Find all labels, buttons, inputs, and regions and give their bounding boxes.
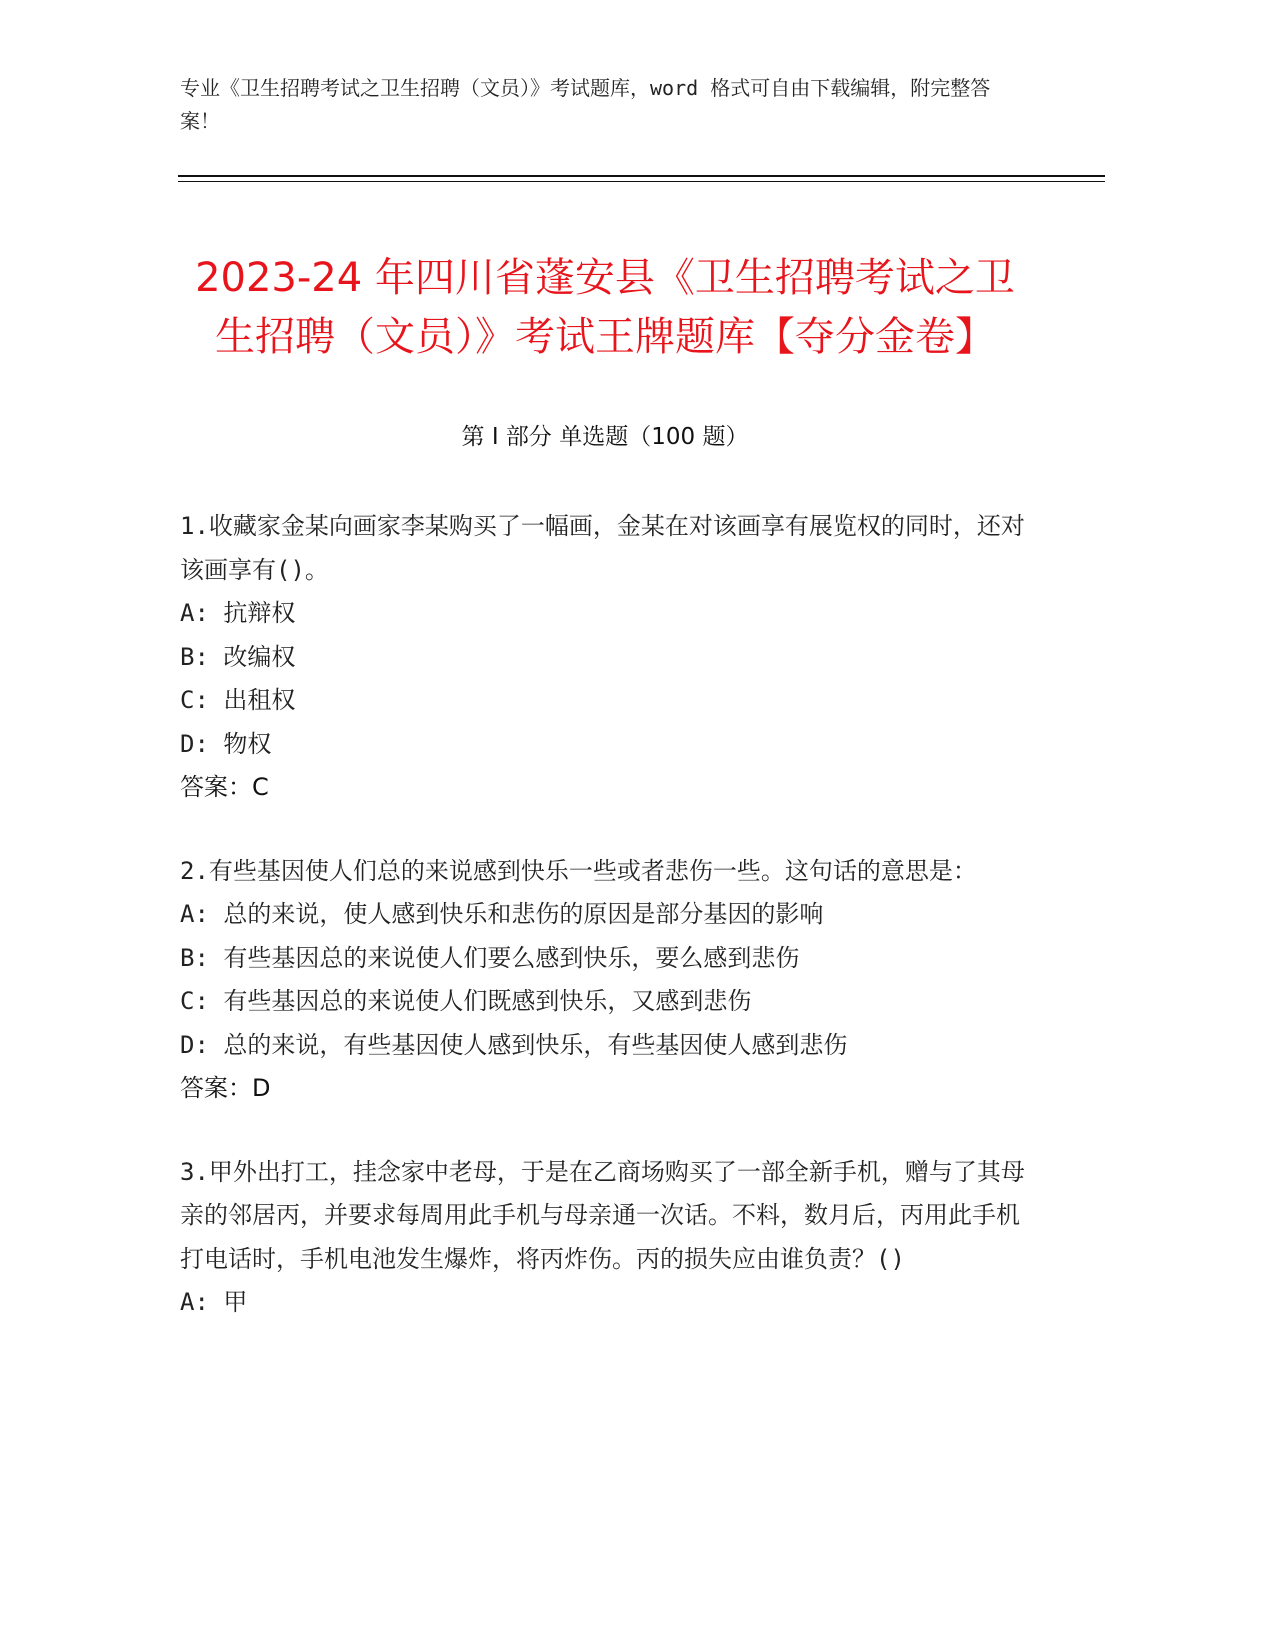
- option-c: C: 有些基因总的来说使人们既感到快乐，又感到悲伤: [180, 987, 752, 1015]
- header-divider: [178, 175, 1105, 177]
- option-a: A: 甲: [180, 1288, 248, 1316]
- option-b: B: 改编权: [180, 642, 296, 671]
- answer: 答案：D: [180, 1074, 271, 1102]
- option-a: A: 抗辩权: [180, 599, 296, 627]
- question-stem: 2.有些基因使人们总的来说感到快乐一些或者悲伤一些。这句话的意思是：: [180, 856, 977, 885]
- header-divider-thin: [178, 181, 1105, 182]
- answer: 答案：C: [180, 773, 269, 801]
- option-c: C: 出租权: [180, 686, 296, 714]
- option-a: A: 总的来说，使人感到快乐和悲伤的原因是部分基因的影响: [180, 900, 824, 928]
- option-b: B: 有些基因总的来说使人们要么感到快乐，要么感到悲伤: [180, 943, 800, 972]
- question-3: [180, 1151, 1030, 1325]
- question-stem: 1.收藏家金某向画家李某购买了一幅画，金某在对该画享有展览权的同时，还对该画享有()。: [180, 512, 1025, 584]
- question-2: [180, 850, 1030, 1111]
- option-d: D: 总的来说，有些基因使人感到快乐，有些基因使人感到悲伤: [180, 1030, 848, 1059]
- intro-note: 专业《卫生招聘考试之卫生招聘（文员）》考试题库，word 格式可自由下载编辑，附完整答案！: [180, 76, 991, 133]
- question-1: [180, 505, 1030, 810]
- question-list: [180, 505, 1030, 1365]
- section-heading: 第 I 部分 单选题（100 题）: [461, 424, 749, 450]
- option-d: D: 物权: [180, 729, 272, 758]
- document-title: 2023-24 年四川省蓬安县《卫生招聘考试之卫生招聘（文员）》考试王牌题库【夺分金卷】: [195, 254, 1015, 360]
- question-stem: 3.甲外出打工，挂念家中老母，于是在乙商场购买了一部全新手机，赠与了其母亲的邻居丙，并要求每周用此手机与母亲通一次话。不料，数月后，丙用此手机打电话时，手机电池发生爆炸，将丙炸伤。丙的损失应由谁负责？(): [180, 1157, 1025, 1273]
